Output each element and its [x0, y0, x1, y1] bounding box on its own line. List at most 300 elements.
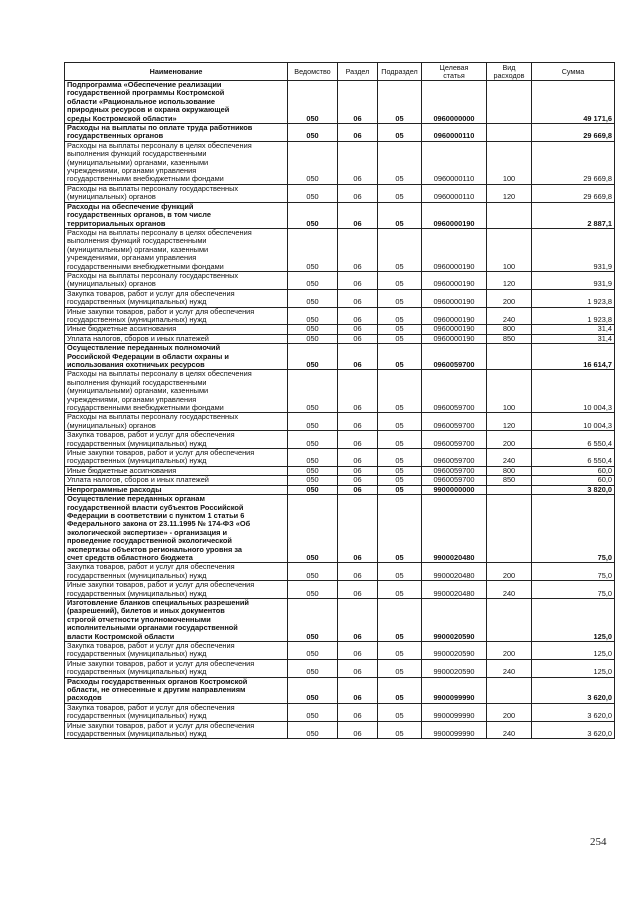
row-name-line: государственной программы Костромской — [67, 88, 225, 98]
row-name-line: Иные закупки товаров, работ и услуг для обеспечения — [67, 721, 255, 730]
row-section: 06 — [338, 289, 378, 307]
row-amount: 3 620,0 — [532, 677, 615, 703]
row-amount: 3 820,0 — [532, 485, 615, 494]
row-amount: 60,0 — [532, 466, 615, 475]
row-name-line: Закупка товаров, работ и услуг для обеспечения — [67, 562, 235, 572]
row-target: 9900020480 — [422, 563, 487, 581]
row-amount: 16 614,7 — [532, 344, 615, 370]
row-target: 9900000000 — [422, 485, 487, 494]
header-target-line1: Целевая — [439, 62, 469, 72]
row-name-line: среды Костромской области» — [67, 113, 177, 123]
row-name-line: государственной власти субъектов Российской — [67, 502, 244, 512]
row-subsection: 05 — [378, 307, 422, 325]
table-row — [65, 721, 615, 739]
row-target: 0960000110 — [422, 141, 487, 184]
row-section: 06 — [338, 141, 378, 184]
row-section: 06 — [338, 703, 378, 721]
table-row — [65, 449, 615, 467]
row-name-line: (муниципальными) органами, казенными — [67, 157, 209, 167]
row-target: 0960059700 — [422, 431, 487, 449]
row-section: 06 — [338, 642, 378, 660]
row-amount: 3 620,0 — [532, 721, 615, 739]
row-dept: 050 — [288, 495, 338, 563]
row-type: 120 — [487, 271, 532, 289]
row-name-line: использования охотничьих ресурсов — [67, 360, 205, 369]
row-amount: 6 550,4 — [532, 431, 615, 449]
row-name — [65, 202, 288, 228]
table-row — [65, 659, 615, 677]
row-name — [65, 466, 288, 475]
row-name — [65, 307, 288, 325]
row-name — [65, 642, 288, 660]
table-row — [65, 202, 615, 228]
header-type-line2: расходов — [493, 70, 525, 80]
row-name-line: Осуществление переданных органам — [67, 494, 205, 504]
row-name-line: Изготовление бланков специальных разрешений — [67, 598, 249, 607]
table-row — [65, 598, 615, 641]
row-target: 9900020590 — [422, 642, 487, 660]
row-name — [65, 124, 288, 142]
table-row — [65, 485, 615, 494]
row-name — [65, 703, 288, 721]
row-name — [65, 476, 288, 485]
row-name-line: Иные закупки товаров, работ и услуг для обеспечения — [67, 448, 255, 458]
row-target: 9900020480 — [422, 495, 487, 563]
row-name — [65, 495, 288, 563]
row-name-line: Расходы на выплаты персоналу в целях обеспечения — [67, 228, 252, 237]
header-target-line2: статья — [443, 70, 465, 80]
row-target: 0960059700 — [422, 449, 487, 467]
row-type — [487, 495, 532, 563]
row-name-line: Закупка товаров, работ и услуг для обеспечения — [67, 430, 235, 440]
row-amount: 75,0 — [532, 581, 615, 599]
row-dept: 050 — [288, 581, 338, 599]
row-type — [487, 344, 532, 370]
row-name-line: выполнения функций государственными — [67, 377, 207, 387]
row-name-line: счет средств областного бюджета — [67, 552, 193, 562]
row-amount: 1 923,8 — [532, 289, 615, 307]
table-row — [65, 431, 615, 449]
row-target: 0960000110 — [422, 124, 487, 142]
row-section: 06 — [338, 581, 378, 599]
row-subsection: 05 — [378, 485, 422, 494]
row-name-line: экспертизы объектов регионального уровня за — [67, 544, 242, 554]
row-name — [65, 721, 288, 739]
row-section: 06 — [338, 598, 378, 641]
row-name-line: государственных (муниципальных) нужд — [67, 729, 207, 739]
row-name — [65, 325, 288, 334]
row-name-line: Закупка товаров, работ и услуг для обеспечения — [67, 641, 235, 650]
row-target: 9900020590 — [422, 598, 487, 641]
row-name — [65, 563, 288, 581]
row-dept: 050 — [288, 325, 338, 334]
row-target: 0960000190 — [422, 228, 487, 271]
table-row — [65, 495, 615, 563]
header-type — [487, 63, 532, 81]
row-name-line: учреждениями, органами управления — [67, 394, 197, 404]
row-amount: 29 669,8 — [532, 124, 615, 142]
row-dept: 050 — [288, 598, 338, 641]
row-name-line: области, не отнесенные к другим направлениям — [67, 685, 246, 695]
row-name-line: Расходы на выплаты персоналу в целях обеспечения — [67, 369, 252, 379]
budget-table — [64, 62, 615, 739]
row-dept: 050 — [288, 141, 338, 184]
row-name — [65, 598, 288, 641]
row-subsection: 05 — [378, 344, 422, 370]
row-subsection: 05 — [378, 124, 422, 142]
row-target: 9900099990 — [422, 721, 487, 739]
row-name-line: Расходы на обеспечение функций — [67, 202, 194, 211]
row-type: 100 — [487, 370, 532, 413]
row-name-line: (муниципальных) органов — [67, 420, 156, 430]
row-target: 0960000190 — [422, 334, 487, 343]
row-subsection: 05 — [378, 721, 422, 739]
row-type: 100 — [487, 141, 532, 184]
row-subsection: 05 — [378, 659, 422, 677]
row-subsection: 05 — [378, 413, 422, 431]
row-name-line: Закупка товаров, работ и услуг для обеспечения — [67, 289, 235, 298]
row-amount: 3 620,0 — [532, 703, 615, 721]
row-name — [65, 344, 288, 370]
row-type: 240 — [487, 581, 532, 599]
row-amount: 1 923,8 — [532, 307, 615, 325]
row-target: 0960059700 — [422, 413, 487, 431]
row-amount: 29 669,8 — [532, 184, 615, 202]
table-row — [65, 141, 615, 184]
row-section: 06 — [338, 466, 378, 475]
table-header-row — [65, 63, 615, 81]
row-dept: 050 — [288, 485, 338, 494]
row-subsection: 05 — [378, 141, 422, 184]
table-row — [65, 581, 615, 599]
row-name-line: государственных органов — [67, 131, 164, 141]
row-name-line: Расходы на выплаты по оплате труда работников — [67, 123, 253, 133]
row-name-line: Уплата налогов, сборов и иных платежей — [67, 475, 209, 485]
row-name-line: (муниципальных) органов — [67, 279, 156, 289]
row-dept: 050 — [288, 721, 338, 739]
row-dept: 050 — [288, 81, 338, 124]
row-name-line: Российской Федерации в области охраны и — [67, 351, 229, 361]
row-name-line: государственных (муниципальных) нужд — [67, 588, 207, 598]
row-subsection: 05 — [378, 289, 422, 307]
row-name-line: (муниципальными) органами, казенными — [67, 244, 209, 254]
row-name — [65, 581, 288, 599]
row-name — [65, 228, 288, 271]
row-section: 06 — [338, 124, 378, 142]
row-dept: 050 — [288, 659, 338, 677]
row-name — [65, 184, 288, 202]
row-target: 0960059700 — [422, 476, 487, 485]
row-type: 240 — [487, 721, 532, 739]
row-section: 06 — [338, 563, 378, 581]
table-row — [65, 124, 615, 142]
row-section: 06 — [338, 721, 378, 739]
row-name — [65, 334, 288, 343]
row-name-line: проведение государственной экологической — [67, 536, 232, 546]
row-type — [487, 124, 532, 142]
row-type: 240 — [487, 659, 532, 677]
row-amount: 10 004,3 — [532, 370, 615, 413]
row-name-line: территориальных органов — [67, 218, 166, 228]
row-amount: 31,4 — [532, 325, 615, 334]
row-type — [487, 485, 532, 494]
row-section: 06 — [338, 659, 378, 677]
row-section: 06 — [338, 449, 378, 467]
row-target: 0960000190 — [422, 325, 487, 334]
row-type — [487, 677, 532, 703]
row-dept: 050 — [288, 289, 338, 307]
row-section: 06 — [338, 370, 378, 413]
row-target: 9900020590 — [422, 659, 487, 677]
row-name-line: Подпрограмма «Обеспечение реализации — [67, 80, 222, 89]
row-section: 06 — [338, 495, 378, 563]
row-dept: 050 — [288, 202, 338, 228]
table-row — [65, 228, 615, 271]
table-row — [65, 334, 615, 343]
row-name-line: Уплата налогов, сборов и иных платежей — [67, 334, 209, 343]
row-target: 0960000190 — [422, 271, 487, 289]
row-target: 0960059700 — [422, 370, 487, 413]
row-subsection: 05 — [378, 228, 422, 271]
row-type: 850 — [487, 334, 532, 343]
row-target: 9900099990 — [422, 677, 487, 703]
header-type-line1: Вид — [502, 62, 516, 72]
row-amount: 49 171,6 — [532, 81, 615, 124]
row-name-line: государственных (муниципальных) нужд — [67, 667, 207, 677]
row-name-line: (муниципальных) органов — [67, 192, 156, 202]
table-row — [65, 271, 615, 289]
table-row — [65, 344, 615, 370]
row-type — [487, 81, 532, 124]
row-subsection: 05 — [378, 495, 422, 563]
row-dept: 050 — [288, 466, 338, 475]
row-type: 200 — [487, 563, 532, 581]
row-name — [65, 289, 288, 307]
row-name-line: государственных (муниципальных) нужд — [67, 297, 207, 307]
row-target: 0960000000 — [422, 81, 487, 124]
row-target: 0960000190 — [422, 289, 487, 307]
row-name-line: Закупка товаров, работ и услуг для обеспечения — [67, 703, 235, 712]
row-amount: 75,0 — [532, 495, 615, 563]
row-section: 06 — [338, 344, 378, 370]
row-dept: 050 — [288, 703, 338, 721]
row-name-line: Осуществление переданных полномочий — [67, 343, 221, 353]
table-row — [65, 307, 615, 325]
row-subsection: 05 — [378, 642, 422, 660]
row-section: 06 — [338, 81, 378, 124]
row-dept: 050 — [288, 271, 338, 289]
row-name-line: государственными внебюджетными фондами — [67, 174, 224, 184]
row-subsection: 05 — [378, 598, 422, 641]
row-type: 200 — [487, 703, 532, 721]
row-name-line: государственными внебюджетными фондами — [67, 261, 224, 271]
row-dept: 050 — [288, 413, 338, 431]
row-name-line: Непрограммные расходы — [67, 485, 162, 494]
row-amount: 125,0 — [532, 642, 615, 660]
header-subsection: Подраздел — [378, 63, 422, 81]
row-name-line: Расходы на выплаты персоналу в целях обеспечения — [67, 141, 252, 150]
table-row — [65, 184, 615, 202]
table-row — [65, 563, 615, 581]
row-type: 120 — [487, 184, 532, 202]
row-target: 0960059700 — [422, 466, 487, 475]
row-name-line: Расходы на выплаты персоналу государственных — [67, 184, 239, 193]
row-name-line: учреждениями, органами управления — [67, 253, 197, 263]
row-name-line: власти Костромской области — [67, 631, 175, 641]
row-name-line: Иные закупки товаров, работ и услуг для обеспечения — [67, 307, 255, 316]
row-section: 06 — [338, 413, 378, 431]
table-row — [65, 476, 615, 485]
row-name-line: государственных (муниципальных) нужд — [67, 438, 207, 448]
row-name-line: государственных (муниципальных) нужд — [67, 711, 207, 721]
row-name-line: природных ресурсов и охрана окружающей — [67, 105, 230, 115]
row-section: 06 — [338, 184, 378, 202]
row-subsection: 05 — [378, 334, 422, 343]
row-type: 120 — [487, 413, 532, 431]
row-name-line: Расходы на выплаты персоналу государственных — [67, 271, 239, 280]
row-section: 06 — [338, 325, 378, 334]
row-amount: 60,0 — [532, 476, 615, 485]
row-name-line: государственных органов, в том числе — [67, 210, 211, 220]
row-dept: 050 — [288, 563, 338, 581]
row-name — [65, 677, 288, 703]
row-dept: 050 — [288, 431, 338, 449]
row-dept: 050 — [288, 476, 338, 485]
table-row — [65, 677, 615, 703]
row-section: 06 — [338, 271, 378, 289]
row-type: 800 — [487, 325, 532, 334]
row-subsection: 05 — [378, 81, 422, 124]
row-type: 200 — [487, 431, 532, 449]
row-target: 0960059700 — [422, 344, 487, 370]
row-dept: 050 — [288, 642, 338, 660]
row-type: 200 — [487, 642, 532, 660]
row-name-line: государственных (муниципальных) нужд — [67, 649, 207, 659]
row-section: 06 — [338, 307, 378, 325]
row-section: 06 — [338, 228, 378, 271]
row-amount: 29 669,8 — [532, 141, 615, 184]
row-target: 0960000190 — [422, 202, 487, 228]
row-type: 800 — [487, 466, 532, 475]
row-amount: 6 550,4 — [532, 449, 615, 467]
row-subsection: 05 — [378, 476, 422, 485]
header-dept: Ведомство — [288, 63, 338, 81]
row-name — [65, 659, 288, 677]
table-body — [65, 81, 615, 739]
row-subsection: 05 — [378, 563, 422, 581]
row-type: 200 — [487, 289, 532, 307]
row-name-line: Федерального закона от 23.11.1995 № 174-ФЗ «Об — [67, 519, 251, 529]
row-name-line: Расходы государственных органов Костромской — [67, 677, 248, 686]
row-type — [487, 598, 532, 641]
row-name-line: Иные закупки товаров, работ и услуг для обеспечения — [67, 580, 255, 590]
row-name-line: Федерации в соответствии с пунктом 1 статьи 6 — [67, 510, 245, 520]
row-subsection: 05 — [378, 325, 422, 334]
row-name-line: Иные бюджетные ассигнования — [67, 466, 177, 475]
row-name — [65, 81, 288, 124]
row-name-line: государственных (муниципальных) нужд — [67, 314, 207, 324]
row-name-line: выполнения функций государственными — [67, 236, 207, 246]
row-dept: 050 — [288, 228, 338, 271]
row-dept: 050 — [288, 344, 338, 370]
row-dept: 050 — [288, 124, 338, 142]
row-subsection: 05 — [378, 184, 422, 202]
row-subsection: 05 — [378, 431, 422, 449]
row-name-line: (разрешений), билетов и иных документов — [67, 606, 225, 616]
row-name — [65, 485, 288, 494]
row-name-line: области «Рациональное использование — [67, 96, 215, 106]
row-target: 0960000110 — [422, 184, 487, 202]
row-section: 06 — [338, 677, 378, 703]
row-amount: 10 004,3 — [532, 413, 615, 431]
row-dept: 050 — [288, 370, 338, 413]
row-amount: 125,0 — [532, 659, 615, 677]
row-name-line: исполнительными органами государственной — [67, 623, 238, 633]
table-row — [65, 703, 615, 721]
row-name — [65, 431, 288, 449]
header-name: Наименование — [65, 63, 288, 81]
row-target: 0960000190 — [422, 307, 487, 325]
row-subsection: 05 — [378, 703, 422, 721]
row-dept: 050 — [288, 184, 338, 202]
row-subsection: 05 — [378, 449, 422, 467]
row-section: 06 — [338, 431, 378, 449]
row-name-line: расходов — [67, 693, 102, 703]
table-row — [65, 413, 615, 431]
row-amount: 931,9 — [532, 228, 615, 271]
row-name-line: выполнения функций государственными — [67, 149, 207, 159]
row-subsection: 05 — [378, 581, 422, 599]
row-dept: 050 — [288, 449, 338, 467]
row-name-line: Иные бюджетные ассигнования — [67, 324, 177, 334]
row-subsection: 05 — [378, 370, 422, 413]
row-dept: 050 — [288, 307, 338, 325]
row-name-line: государственных (муниципальных) нужд — [67, 456, 207, 466]
row-name-line: строгой отчетности уполномоченными — [67, 614, 211, 624]
row-amount: 2 887,1 — [532, 202, 615, 228]
row-name — [65, 449, 288, 467]
row-type: 240 — [487, 449, 532, 467]
row-target: 9900020480 — [422, 581, 487, 599]
row-target: 9900099990 — [422, 703, 487, 721]
row-name-line: государственных (муниципальных) нужд — [67, 570, 207, 580]
row-subsection: 05 — [378, 677, 422, 703]
header-target — [422, 63, 487, 81]
row-subsection: 05 — [378, 466, 422, 475]
row-type: 100 — [487, 228, 532, 271]
row-type: 850 — [487, 476, 532, 485]
row-name-line: учреждениями, органами управления — [67, 166, 197, 176]
table-row — [65, 325, 615, 334]
row-type — [487, 202, 532, 228]
row-name-line: Расходы на выплаты персоналу государственных — [67, 412, 239, 422]
table-row — [65, 289, 615, 307]
row-name — [65, 141, 288, 184]
row-name-line: экологической экспертизе» - организация и — [67, 527, 228, 537]
row-dept: 050 — [288, 677, 338, 703]
header-amount: Сумма — [532, 63, 615, 81]
table-row — [65, 642, 615, 660]
table-row — [65, 81, 615, 124]
row-section: 06 — [338, 485, 378, 494]
row-name — [65, 413, 288, 431]
row-name — [65, 370, 288, 413]
row-type: 240 — [487, 307, 532, 325]
row-name-line: Иные закупки товаров, работ и услуг для обеспечения — [67, 659, 255, 668]
table-row — [65, 370, 615, 413]
row-name-line: (муниципальными) органами, казенными — [67, 386, 209, 396]
row-name — [65, 271, 288, 289]
